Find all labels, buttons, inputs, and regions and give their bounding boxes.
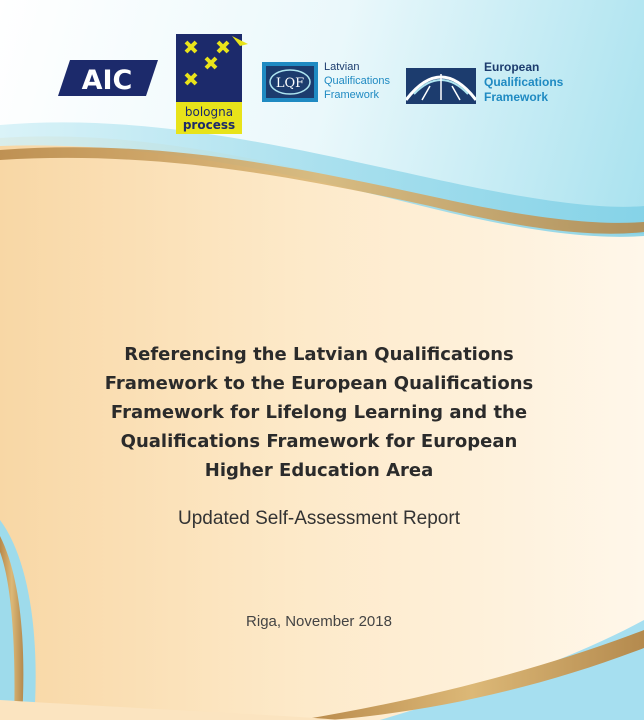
eqf-text-line2: Qualifications <box>484 75 564 89</box>
lqf-text-line3: Framework <box>324 89 380 101</box>
title-line: Framework for Lifelong Learning and the <box>110 402 528 423</box>
title-line: Qualifications Framework for European <box>120 431 518 452</box>
lqf-logo-text <box>324 60 414 102</box>
aic-logo-text: AIC <box>81 65 133 96</box>
eqf-text-line1: European <box>484 60 540 74</box>
lqf-badge-text: LQF <box>275 76 305 91</box>
lqf-text-line2: Qualifications <box>324 75 391 87</box>
eqf-text-line3: Framework <box>484 90 549 104</box>
lqf-logo <box>262 60 412 110</box>
title-line: Framework to the European Qualifications <box>104 373 534 394</box>
document-place-date: Riga, November 2018 <box>246 613 392 630</box>
bologna-logo-line1: bologna <box>184 105 234 119</box>
bologna-process-logo <box>176 34 250 134</box>
bologna-logo-line2: process <box>182 118 236 132</box>
eqf-logo <box>406 60 586 110</box>
aic-logo <box>58 58 158 98</box>
title-line: Higher Education Area <box>204 460 434 481</box>
document-title <box>64 340 574 485</box>
lqf-text-line1: Latvian <box>324 61 360 73</box>
eqf-logo-text <box>484 60 594 105</box>
title-line: Referencing the Latvian Qualifications <box>124 344 514 365</box>
document-subtitle: Updated Self-Assessment Report <box>178 508 460 529</box>
